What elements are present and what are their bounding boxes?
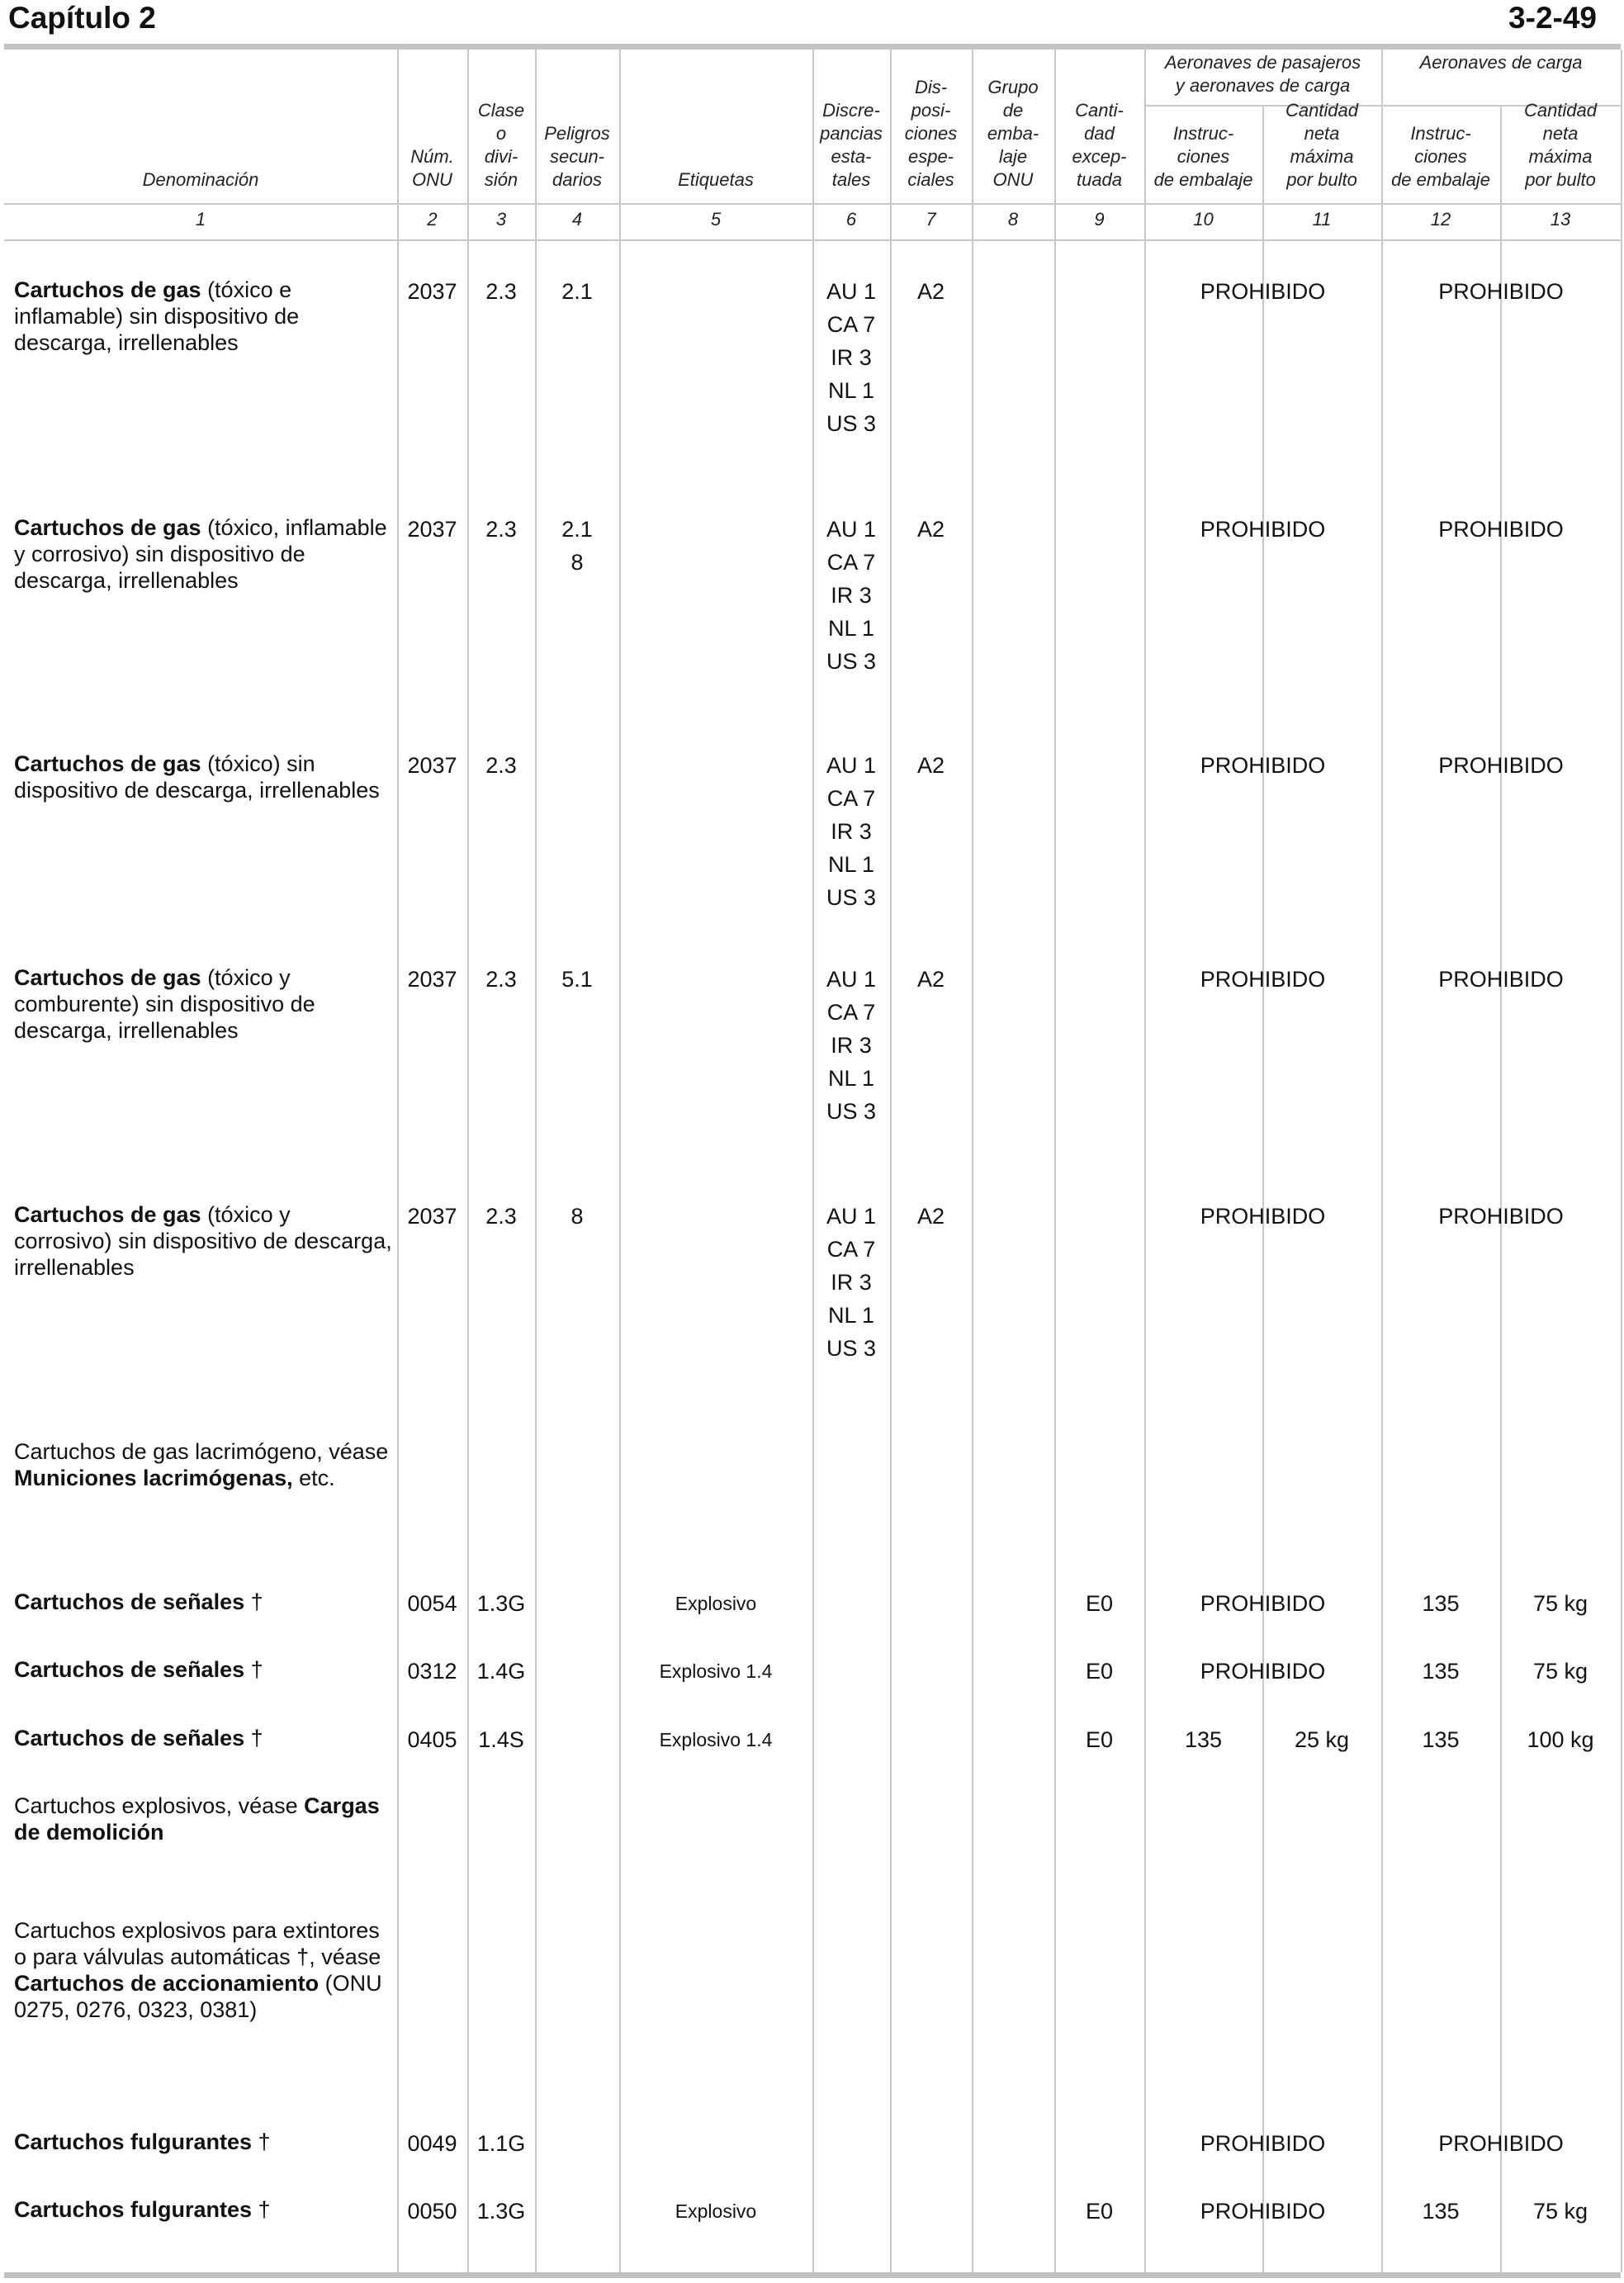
row-pax-cantidad-line: 25 kg [1294,1727,1350,1752]
column-number [1262,208,1381,231]
denominacion-text: Cartuchos explosivos para extintores o para válvulas automáticas †, véase [14,1918,381,1969]
col-divider [1144,50,1146,2272]
row-pax-prohibido-line: PROHIBIDO [1200,1591,1326,1616]
col-header-pax-cantidad-line: máxima [1290,146,1354,167]
row-disposiciones [890,275,972,308]
row-num-onu [397,513,467,546]
col-header-discrepancias-line: esta- [831,146,872,167]
row-cargo-cantidad [1500,2195,1621,2228]
denominacion-bold: Cartuchos de señales [14,1589,245,1614]
col-header-grupo-embalaje-line: ONU [992,169,1034,190]
group-header-carga [1381,51,1621,74]
row-discrepancias [812,275,890,440]
row-cargo-cantidad-line: 75 kg [1532,2199,1588,2224]
row-etiqueta [619,2199,812,2224]
row-discrepancias-line: NL 1 [827,616,875,641]
column-number [1500,208,1621,231]
row-pax-cantidad [1262,1723,1381,1756]
denominacion-text: † [244,1589,263,1614]
row-denominacion [14,1917,394,2023]
row-denominacion [14,2129,394,2155]
row-cargo-prohibido-line: PROHIBIDO [1438,1204,1564,1229]
row-clase [467,1200,535,1233]
row-cargo-prohibido-line: PROHIBIDO [1438,2131,1564,2156]
row-etiqueta-line: Explosivo 1.4 [659,1729,773,1750]
col-header-pax-instrucciones [1146,122,1261,192]
column-number [397,208,467,231]
row-etiqueta [619,1591,812,1616]
page-number: 3-2-49 [1508,1,1597,35]
col-divider [535,50,537,2272]
chapter-title: Capítulo 2 [8,1,156,35]
row-cantidad-exceptuada-line: E0 [1085,1659,1114,1684]
col-header-pax-cantidad-line: Cantidad [1285,100,1359,121]
denominacion-bold: Cargas de demolición [14,1793,380,1845]
row-pax-prohibido [1144,1200,1381,1233]
row-peligros-line: 2.1 [561,517,593,542]
column-number [1381,208,1500,231]
col-header-clase-line: divi- [484,146,518,167]
column-number-line: 3 [495,209,507,230]
col-header-clase-line: sión [484,169,518,190]
row-discrepancias-line: AU 1 [826,967,877,992]
col-header-cantidad-exceptuada-line: Canti- [1075,100,1124,121]
col-header-cantidad-exceptuada-line: dad [1084,123,1115,144]
row-cargo-prohibido [1381,2127,1621,2160]
denominacion-bold: Cartuchos de gas [14,277,201,302]
row-cantidad-exceptuada-line: E0 [1085,1727,1114,1752]
col-divider [1262,105,1264,2272]
row-discrepancias-line: CA 7 [826,786,876,811]
row-discrepancias-line: IR 3 [831,819,872,844]
row-disposiciones-line: A2 [916,279,945,304]
col-header-clase [469,99,533,192]
col-header-etiquetas-line: Etiquetas [678,169,754,190]
row-num-onu-line: 2037 [407,753,457,778]
column-number [812,208,890,231]
row-cargo-cantidad [1500,1587,1621,1620]
denominacion-bold: Cartuchos de accionamiento [14,1971,320,1996]
col-header-disposiciones [892,76,970,192]
column-number [619,208,812,231]
col-header-disposiciones-line: posi- [911,100,951,121]
column-number [890,208,972,231]
row-num-onu-line: 2037 [407,279,457,304]
row-num-onu [397,963,467,996]
denominacion-text: † [252,2197,271,2222]
col-header-pax-instrucciones-line: ciones [1177,146,1230,167]
row-cargo-cantidad [1500,1723,1621,1756]
row-pax-prohibido-line: PROHIBIDO [1200,1204,1326,1229]
row-clase [467,963,535,996]
column-number [467,208,535,231]
row-discrepancias-line: AU 1 [826,517,877,542]
row-pax-prohibido-line: PROHIBIDO [1200,753,1326,778]
col-divider [619,50,621,2272]
row-denominacion [14,1656,394,1683]
row-cantidad-exceptuada [1054,1655,1144,1688]
row-clase-line: 1.3G [476,2199,526,2224]
row-denominacion [14,751,394,803]
row-num-onu [397,2127,467,2160]
col-header-disposiciones-line: ciales [907,169,954,190]
row-peligros-line: 2.1 [561,279,593,304]
col-header-cargo-instrucciones-line: Instruc- [1410,123,1471,144]
column-number-line: 7 [926,209,936,230]
row-cargo-prohibido-line: PROHIBIDO [1438,967,1564,992]
col-header-disposiciones-line: ciones [904,123,958,144]
col-header-cantidad-exceptuada-line: excep- [1072,146,1127,167]
row-denominacion [14,1201,394,1281]
column-number-line: 13 [1550,209,1571,230]
row-discrepancias-line: US 3 [826,1099,877,1124]
row-clase-line: 2.3 [485,517,517,542]
column-number [972,208,1054,231]
col-header-cargo-cantidad-line: neta [1542,123,1579,144]
row-discrepancias-line: IR 3 [831,1270,872,1295]
denominacion-bold: Cartuchos de gas [14,515,201,540]
col-header-pax-cantidad-line: por bulto [1286,169,1357,190]
row-pax-instrucciones [1144,1723,1262,1756]
row-cargo-instrucciones-line: 135 [1422,1591,1460,1616]
row-cargo-instrucciones-line: 135 [1422,2199,1460,2224]
row-cargo-cantidad-line: 75 kg [1532,1659,1588,1684]
col-header-peligros-line: darios [552,169,602,190]
numbers-rule [4,239,1621,241]
row-cargo-instrucciones-line: 135 [1422,1727,1460,1752]
row-pax-prohibido [1144,749,1381,782]
column-number-line: 10 [1193,209,1214,230]
row-disposiciones-line: A2 [916,967,945,992]
row-cargo-prohibido [1381,513,1621,546]
row-cantidad-exceptuada-line: E0 [1085,1591,1114,1616]
column-number-line: 6 [845,209,857,230]
row-discrepancias [812,749,890,914]
row-discrepancias-line: IR 3 [831,345,872,370]
row-discrepancias [812,963,890,1128]
row-denominacion [14,964,394,1044]
group-header-carga-line: Aeronaves de carga [1419,52,1583,73]
col-header-pax-cantidad [1264,99,1380,192]
col-header-denominacion-line: Denominación [142,169,259,190]
denominacion-text: † [252,2129,271,2154]
row-discrepancias-line: CA 7 [826,1000,876,1025]
col-header-peligros [537,122,618,192]
row-pax-prohibido [1144,963,1381,996]
col-header-num-onu-line: Núm. [410,146,454,167]
row-discrepancias-line: US 3 [826,1336,877,1361]
col-divider [1500,105,1502,2272]
row-num-onu-line: 0054 [407,1591,457,1616]
row-peligros-line: 8 [571,1204,584,1229]
col-header-disposiciones-line: Dis- [914,77,948,97]
row-cantidad-exceptuada [1054,1723,1144,1756]
row-clase [467,275,535,308]
row-cargo-prohibido-line: PROHIBIDO [1438,753,1564,778]
denominacion-bold: Cartuchos fulgurantes [14,2197,253,2222]
row-disposiciones-line: A2 [916,517,945,542]
col-header-grupo-embalaje [973,76,1053,192]
row-num-onu-line: 2037 [407,967,457,992]
row-clase-line: 2.3 [485,967,517,992]
row-num-onu [397,1587,467,1620]
row-cantidad-exceptuada-line: E0 [1085,2199,1114,2224]
row-clase-line: 1.4G [476,1659,526,1684]
row-discrepancias-line: CA 7 [826,312,876,337]
row-clase-line: 2.3 [485,279,517,304]
col-header-denominacion [6,168,395,192]
col-header-peligros-line: secun- [549,146,605,167]
row-discrepancias-line: IR 3 [831,1033,872,1058]
row-peligros [535,1200,619,1233]
denominacion-text: Cartuchos de gas lacrimógeno, véase [14,1439,389,1464]
column-number-line: 5 [710,209,722,230]
row-discrepancias-line: AU 1 [826,753,877,778]
denominacion-text: Cartuchos explosivos, véase [14,1793,305,1818]
row-pax-prohibido-line: PROHIBIDO [1200,517,1326,542]
row-etiqueta [619,1727,812,1752]
col-header-cargo-cantidad-line: por bulto [1525,169,1596,190]
row-cargo-prohibido [1381,749,1621,782]
row-pax-prohibido-line: PROHIBIDO [1200,967,1326,992]
row-cargo-instrucciones [1381,1655,1500,1688]
col-divider [1621,50,1622,2272]
denominacion-bold: Municiones lacrimógenas, [14,1466,293,1490]
col-divider [890,50,892,2272]
row-cargo-instrucciones-line: 135 [1422,1659,1460,1684]
col-header-pax-instrucciones-line: Instruc- [1172,123,1234,144]
col-header-clase-line: Clase [477,100,525,121]
row-discrepancias-line: NL 1 [827,378,875,403]
row-peligros [535,275,619,308]
denominacion-text: (ONU 0275, 0276, 0323, 0381) [14,1971,382,2022]
column-number-line: 4 [571,209,583,230]
row-discrepancias-line: NL 1 [827,852,875,877]
col-header-cargo-cantidad-line: máxima [1528,146,1593,167]
denominacion-bold: Cartuchos de gas [14,1202,201,1227]
column-number-line: 11 [1312,209,1332,230]
col-header-cargo-cantidad [1502,99,1619,192]
row-cargo-instrucciones [1381,1723,1500,1756]
row-peligros-line: 8 [571,550,584,575]
row-clase-line: 1.4S [478,1727,524,1752]
row-peligros [535,513,619,579]
col-header-cargo-instrucciones-line: ciones [1414,146,1467,167]
col-header-grupo-embalaje-line: de [1002,100,1024,121]
row-num-onu-line: 0050 [407,2199,457,2224]
row-clase-line: 2.3 [485,1204,517,1229]
row-cantidad-exceptuada [1054,2195,1144,2228]
col-header-cargo-instrucciones-line: de embalaje [1391,169,1490,190]
row-clase [467,513,535,546]
row-denominacion [14,277,394,356]
row-etiqueta-line: Explosivo [675,1593,757,1614]
row-cargo-cantidad-line: 75 kg [1532,1591,1588,1616]
column-number [1054,208,1144,231]
row-clase [467,1655,535,1688]
row-num-onu [397,1655,467,1688]
denominacion-bold: Cartuchos de señales [14,1657,245,1682]
row-denominacion [14,514,394,594]
row-discrepancias-line: IR 3 [831,583,872,608]
denominacion-bold: Cartuchos de gas [14,965,201,990]
row-etiqueta-line: Explosivo [675,2200,757,2222]
column-number-line: 12 [1430,209,1451,230]
row-cargo-prohibido-line: PROHIBIDO [1438,279,1564,304]
row-clase [467,2127,535,2160]
row-cargo-cantidad-line: 100 kg [1527,1727,1594,1752]
col-divider [1381,50,1383,2272]
row-clase [467,1587,535,1620]
col-header-grupo-embalaje-line: Grupo [987,77,1039,97]
row-pax-prohibido [1144,513,1381,546]
row-disposiciones [890,963,972,996]
row-cargo-prohibido [1381,275,1621,308]
row-discrepancias-line: NL 1 [827,1303,875,1328]
col-header-discrepancias [814,99,888,192]
row-discrepancias-line: AU 1 [826,279,877,304]
row-num-onu-line: 2037 [407,517,457,542]
row-discrepancias-line: US 3 [826,885,877,910]
row-peligros [535,963,619,996]
row-num-onu-line: 0405 [407,1727,457,1752]
row-pax-prohibido-line: PROHIBIDO [1200,279,1326,304]
row-num-onu-line: 0049 [407,2131,457,2156]
row-disposiciones [890,749,972,782]
row-discrepancias-line: CA 7 [826,550,876,575]
row-clase-line: 1.3G [476,1591,526,1616]
row-cargo-prohibido [1381,1200,1621,1233]
column-number-line: 1 [195,209,206,230]
row-disposiciones-line: A2 [916,753,945,778]
row-denominacion [14,1438,394,1491]
row-cargo-cantidad [1500,1655,1621,1688]
row-pax-prohibido [1144,2127,1381,2160]
row-pax-prohibido [1144,2195,1381,2228]
row-clase [467,1723,535,1756]
row-discrepancias-line: CA 7 [826,1237,876,1262]
col-header-disposiciones-line: espe- [907,146,954,167]
header-rule [4,203,1621,205]
col-header-peligros-line: Peligros [544,123,610,144]
col-divider [467,50,469,2272]
denominacion-bold: Cartuchos fulgurantes [14,2129,253,2154]
row-pax-prohibido [1144,1587,1381,1620]
col-header-discrepancias-line: Discre- [822,100,880,121]
row-cargo-instrucciones [1381,2195,1500,2228]
group-header-pasajeros-line: Aeronaves de pasajeros [1164,52,1361,73]
row-cantidad-exceptuada [1054,1587,1144,1620]
row-disposiciones-line: A2 [916,1204,945,1229]
denominacion-text: (tóxico e inflamable) sin dispositivo de descarga, irrellenables [14,277,300,355]
col-header-num-onu [399,145,466,192]
col-header-discrepancias-line: tales [831,169,871,190]
row-discrepancias-line: US 3 [826,411,877,436]
denominacion-text: (tóxico) sin dispositivo de descarga, irrellenables [14,751,380,803]
row-cargo-prohibido [1381,963,1621,996]
column-number-line: 8 [1007,209,1019,230]
row-num-onu [397,2195,467,2228]
col-header-cargo-cantidad-line: Cantidad [1523,100,1598,121]
row-peligros-line: 5.1 [561,967,593,992]
row-num-onu-line: 0312 [407,1659,457,1684]
group-header-pasajeros-line: y aeronaves de carga [1175,75,1351,96]
row-denominacion [14,1793,394,1845]
row-discrepancias [812,1200,890,1365]
col-header-cantidad-exceptuada [1056,99,1143,192]
row-discrepancias-line: AU 1 [826,1204,877,1229]
row-num-onu [397,1200,467,1233]
row-disposiciones [890,513,972,546]
row-discrepancias-line: NL 1 [827,1066,875,1091]
denominacion-bold: Cartuchos de gas [14,751,201,776]
row-denominacion [14,2196,394,2223]
row-pax-prohibido-line: PROHIBIDO [1200,2131,1326,2156]
col-divider [397,50,399,2272]
row-clase-line: 1.1G [476,2131,526,2156]
col-header-clase-line: o [495,123,507,144]
row-pax-instrucciones-line: 135 [1184,1727,1223,1752]
col-header-pax-cantidad-line: neta [1304,123,1340,144]
row-etiqueta [619,1659,812,1684]
col-divider [972,50,973,2272]
row-pax-prohibido-line: PROHIBIDO [1200,2199,1326,2224]
col-header-cantidad-exceptuada-line: tuada [1076,169,1123,190]
row-cargo-instrucciones [1381,1587,1500,1620]
row-discrepancias [812,513,890,678]
col-header-grupo-embalaje-line: emba- [987,123,1039,144]
row-pax-prohibido-line: PROHIBIDO [1200,1659,1326,1684]
column-number-line: 2 [427,209,438,230]
denominacion-text: (tóxico y corrosivo) sin dispositivo de descarga, irrellenables [14,1202,392,1280]
row-cargo-prohibido-line: PROHIBIDO [1438,517,1564,542]
row-clase-line: 2.3 [485,753,517,778]
row-num-onu [397,275,467,308]
denominacion-bold: Cartuchos de señales [14,1726,245,1750]
row-denominacion [14,1725,394,1751]
col-header-pax-instrucciones-line: de embalaje [1153,169,1253,190]
denominacion-text: (tóxico y comburente) sin dispositivo de descarga, irrellenables [14,965,315,1043]
row-clase [467,2195,535,2228]
row-clase [467,749,535,782]
col-header-cargo-instrucciones [1383,122,1499,192]
row-num-onu [397,749,467,782]
row-pax-prohibido [1144,275,1381,308]
col-header-etiquetas [621,168,811,192]
col-header-discrepancias-line: pancias [820,123,883,144]
row-num-onu [397,1723,467,1756]
denominacion-text: (tóxico, inflamable y corrosivo) sin dispositivo de descarga, irrellenables [14,515,387,593]
col-header-num-onu-line: ONU [412,169,452,190]
row-discrepancias-line: US 3 [826,649,877,674]
denominacion-text: † [244,1726,263,1750]
denominacion-text: † [244,1657,263,1682]
col-divider [1054,50,1056,2272]
row-pax-prohibido [1144,1655,1381,1688]
denominacion-text: etc. [292,1466,335,1490]
column-number [535,208,619,231]
row-denominacion [14,1589,394,1615]
column-number [1144,208,1262,231]
row-disposiciones [890,1200,972,1233]
group-header-pasajeros [1144,51,1381,97]
column-number-line: 9 [1094,209,1105,230]
column-number [4,208,397,231]
col-header-grupo-embalaje-line: laje [998,146,1028,167]
row-etiqueta-line: Explosivo 1.4 [659,1660,773,1682]
row-num-onu-line: 2037 [407,1204,457,1229]
